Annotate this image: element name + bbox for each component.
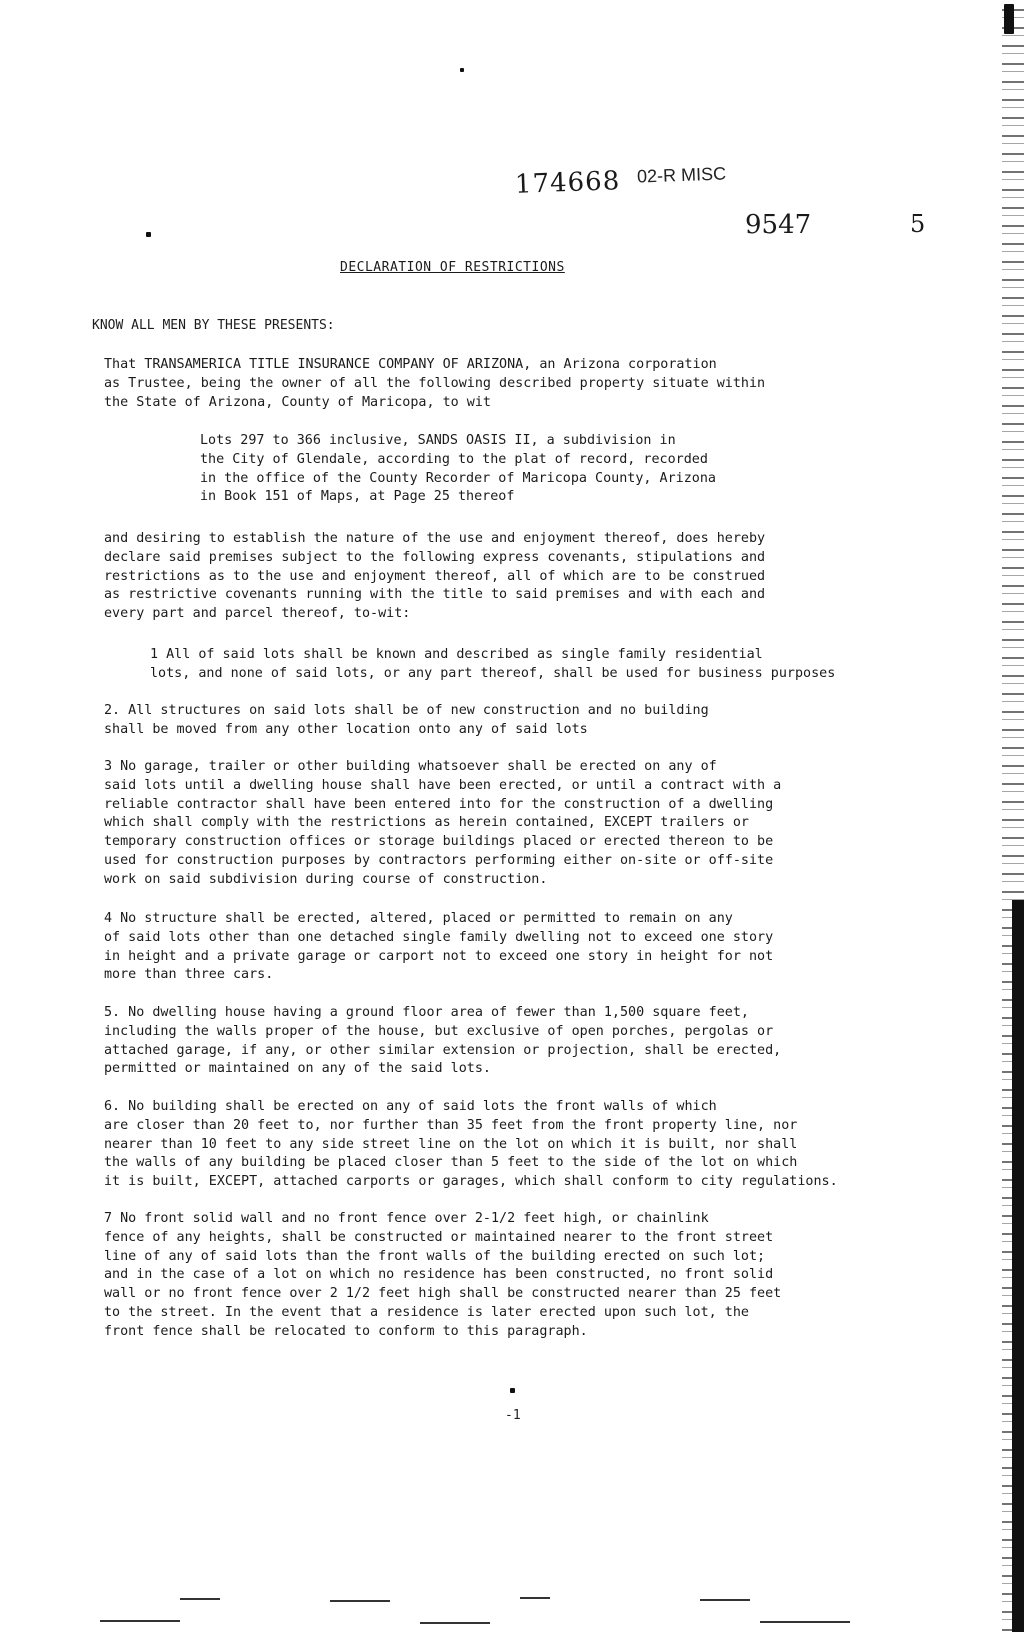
- restriction-5: 5. No dwelling house having a ground floor area of fewer than 1,500 square feet, including the walls proper of the house, but exclusive of open porches, pergolas or attached garage, if any, or other similar extension or projection, shall be erected, permitted or maintained on any of the said lots.: [104, 1005, 782, 1077]
- scan-noise: [330, 1600, 390, 1602]
- recording-code: 02-R MISC: [636, 163, 727, 187]
- intro-paragraph: That TRANSAMERICA TITLE INSURANCE COMPANY OF ARIZONA, an Arizona corporation as Trustee, being the owner of all the following described property situate within the State of Arizona, County of Maricopa, to wit: [104, 357, 766, 410]
- restriction-2: 2. All structures on said lots shall be of new construction and no building shall be moved from any other location onto any of said lots: [104, 703, 709, 737]
- legal-description: Lots 297 to 366 inclusive, SANDS OASIS II, a subdivision in the City of Glendale, according to the plat of record, recorded in the office of the County Recorder of Maricopa County, Arizona in Book 151 of Maps, at Page 25 thereof: [200, 433, 716, 505]
- restriction-7: 7 No front solid wall and no front fence over 2-1/2 feet high, or chainlink fence of any heights, shall be constructed or maintained nearer to the front street line of any of said lots than the front walls of the building erected on such lot; and in the case of a lot on which no residence has been constructed, no front solid wall or no front fence over 2 1/2 feet high shall be constructed nearer than 25 feet to the street. In the event that a residence is later erected upon such lot, the front fence shall be relocated to conform to this paragraph.: [104, 1211, 782, 1339]
- scan-noise: [700, 1599, 750, 1601]
- restriction-4: 4 No structure shall be erected, altered, placed or permitted to remain on any of said lots other than one detached single family dwelling not to exceed one story in height and a private garage or carport not to exceed one story in height for not more than three cars.: [104, 911, 774, 983]
- restriction-6: 6. No building shall be erected on any of said lots the front walls of which are closer than 20 feet to, nor further than 35 feet from the front property line, nor nearer than 10 feet to any side street line on the lot on which it is built, nor shall the walls of any building be placed closer than 5 feet to the side of the lot on which it is built, EXCEPT, attached carports or garages, which shall conform to city regulations.: [104, 1099, 838, 1190]
- scan-noise: [520, 1597, 550, 1599]
- scan-noise: [420, 1622, 490, 1624]
- docket-page-suffix: 5: [910, 210, 926, 238]
- scan-noise: [100, 1620, 180, 1622]
- scan-noise: [180, 1598, 220, 1600]
- restriction-1: 1 All of said lots shall be known and described as single family residential lots, and none of said lots, or any part thereof, shall be used for business purposes: [150, 647, 836, 681]
- declaration-paragraph: and desiring to establish the nature of the use and enjoyment thereof, does hereby declare said premises subject to the following express covenants, stipulations and restrictions as to the use and enjoyment thereof, all of which are to be construed as restrictive covenants running with the title to said premises and with each and every part and parcel thereof, to-wit:: [104, 531, 766, 622]
- scan-speck: [510, 1388, 515, 1393]
- scan-speck: [146, 232, 151, 237]
- docket-page-reference: 9547: [745, 210, 812, 240]
- page-number: -1: [505, 1408, 521, 1423]
- scan-noise: [760, 1621, 850, 1623]
- document-title: DECLARATION OF RESTRICTIONS: [340, 260, 565, 275]
- scan-edge-shadow: [1012, 900, 1024, 1632]
- scan-speck: [460, 68, 464, 72]
- salutation: KNOW ALL MEN BY THESE PRESENTS:: [92, 318, 335, 333]
- recording-number: 174668: [514, 166, 621, 200]
- restriction-3: 3 No garage, trailer or other building whatsoever shall be erected on any of said lots until a dwelling house shall have been erected, or until a contract with a reliable contractor shall have been entered into for the construction of a dwelling which shall comply with the restrictions as herein contained, EXCEPT trailers or temporary construction offices or storage buildings placed or erected thereon to be used for construction purposes by contractors performing either on-site or off-site work on said subdivision during course of construction.: [104, 759, 782, 887]
- scan-speck: [1004, 4, 1014, 34]
